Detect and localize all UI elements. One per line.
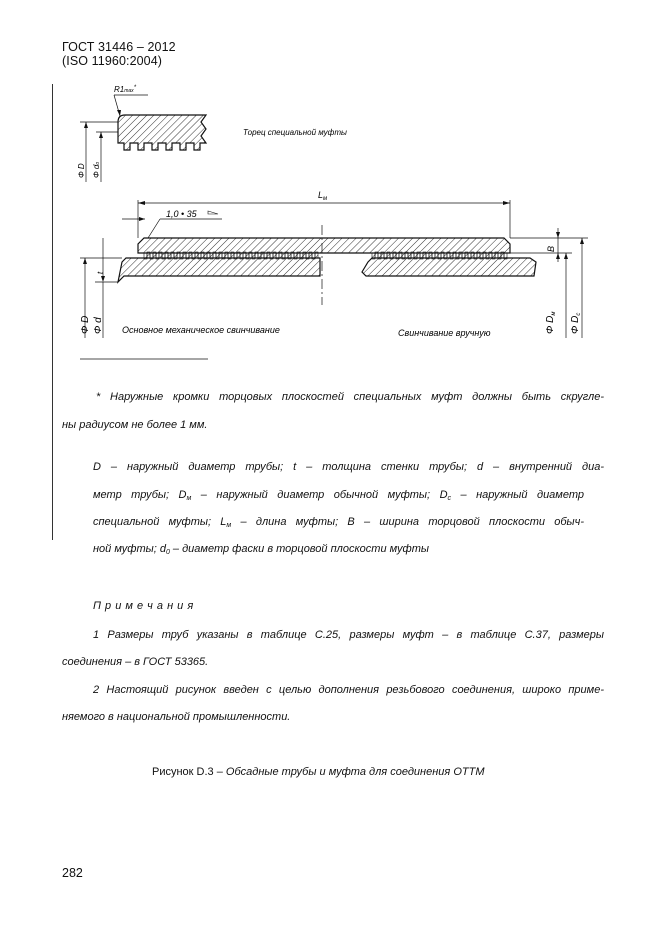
- footnote-line-2: ны радиусом не более 1 мм.: [62, 419, 208, 431]
- pipe-thread-tooth: [213, 252, 216, 258]
- pipe-thread-tooth: [411, 252, 414, 258]
- footnote-line-1: * Наружные кромки торцовых плоскостей специальных муфт должны быть скругле-: [96, 391, 604, 403]
- note-2-line-1: 2 Настоящий рисунок введен с целью дополнения резьбового соединения, широко приме-: [93, 684, 604, 696]
- pipe-thread-tooth: [447, 252, 450, 258]
- legend-line-1: D – наружный диаметр трубы; t – толщина стенки трубы; d – внутренний диа-: [93, 461, 604, 473]
- legend-line-4: ной муфты; $d_0$ – диаметр фаски в торцовой плоскости муфты: [93, 543, 429, 556]
- pipe-thread-tooth: [465, 252, 468, 258]
- pipe-thread-tooth: [249, 252, 252, 258]
- pipe-thread-tooth: [195, 252, 198, 258]
- pipe-thread-tooth: [303, 252, 306, 258]
- pipe-thread-tooth: [261, 252, 264, 258]
- pipe-thread-tooth: [393, 252, 396, 258]
- pipe-thread-tooth: [297, 252, 300, 258]
- pipe-thread-tooth: [201, 252, 204, 258]
- pipe-thread-tooth: [435, 252, 438, 258]
- pipe-thread-tooth: [459, 252, 462, 258]
- pipe-thread-tooth: [159, 252, 162, 258]
- note-2-line-2: няемого в национальной промышленности.: [62, 711, 291, 723]
- pipe-thread-tooth: [477, 252, 480, 258]
- pipe-thread-tooth: [471, 252, 474, 258]
- pipe-thread-tooth: [183, 252, 186, 258]
- note-1-line-2: соединения – в ГОСТ 53365.: [62, 656, 209, 668]
- pipe-thread-tooth: [417, 252, 420, 258]
- pipe-thread-tooth: [255, 252, 258, 258]
- standard-number: ГОСТ 31446 – 2012: [62, 40, 176, 54]
- pipe-thread-tooth: [237, 252, 240, 258]
- pipe-thread-tooth: [189, 252, 192, 258]
- phi-d0-label: Φ do: [92, 161, 101, 178]
- t-label: t: [96, 271, 105, 274]
- pipe-thread-tooth: [429, 252, 432, 258]
- pipe-thread-tooth: [165, 252, 168, 258]
- technical-drawing: [0, 0, 661, 370]
- pipe-thread-tooth: [441, 252, 444, 258]
- pipe-thread-tooth: [273, 252, 276, 258]
- end-face-caption: Торец специальной муфты: [243, 128, 347, 137]
- pipe-thread-tooth: [423, 252, 426, 258]
- pipe-thread-tooth: [381, 252, 384, 258]
- pipe-thread-tooth: [489, 252, 492, 258]
- pipe-thread-tooth: [501, 252, 504, 258]
- end-face-section: [118, 115, 206, 150]
- pipe-thread-tooth: [267, 252, 270, 258]
- note-1-line-1: 1 Размеры труб указаны в таблице С.25, размеры муфт – в таблице С.37, размеры: [93, 629, 604, 641]
- D-label: Φ D: [80, 315, 91, 334]
- pipe-left-section: [118, 258, 320, 282]
- pipe-thread-tooth: [495, 252, 498, 258]
- pipe-thread-tooth: [171, 252, 174, 258]
- pipe-thread-tooth: [219, 252, 222, 258]
- legend-line-2: метр трубы; $D_м$ – наружный диаметр обычной муфты; $D_c$ – наружный диаметр: [93, 489, 584, 502]
- pipe-thread-tooth: [399, 252, 402, 258]
- pipe-thread-tooth: [231, 252, 234, 258]
- figure-caption: Рисунок D.3 – Обсадные трубы и муфта для соединения ОТТМ: [152, 766, 485, 778]
- pipe-thread-tooth: [153, 252, 156, 258]
- coupling-section: [138, 238, 510, 253]
- manual-makeup-label: Свинчивание вручную: [398, 328, 491, 338]
- page-number: 282: [62, 866, 83, 880]
- radius-label: R1max*: [114, 85, 137, 94]
- notes-title: П р и м е ч а н и я: [93, 600, 194, 612]
- pipe-thread-tooth: [147, 252, 150, 258]
- pipe-thread-tooth: [279, 252, 282, 258]
- pipe-thread-tooth: [291, 252, 294, 258]
- pipe-thread-tooth: [375, 252, 378, 258]
- legend-line-3: специальной муфты; $L_м$ – длина муфты; B – ширина торцовой плоскости обыч-: [93, 516, 584, 529]
- pipe-thread-tooth: [387, 252, 390, 258]
- length-label: $L_м$: [318, 190, 328, 202]
- pipe-thread-tooth: [285, 252, 288, 258]
- end-face-detail: [77, 85, 347, 182]
- pipe-thread-tooth: [453, 252, 456, 258]
- pipe-thread-tooth: [315, 252, 318, 258]
- pipe-thread-tooth: [309, 252, 312, 258]
- pipe-thread-tooth: [207, 252, 210, 258]
- pipe-thread-tooth: [225, 252, 228, 258]
- pipe-thread-tooth: [243, 252, 246, 258]
- mechanical-makeup-label: Основное механическое свинчивание: [122, 325, 280, 335]
- phi-D-label: Φ D: [77, 163, 86, 178]
- pipe-thread-tooth: [177, 252, 180, 258]
- taper-label: 1,0 • 35: [166, 209, 197, 219]
- pipe-right-section: [362, 258, 536, 276]
- iso-reference: (ISO 11960:2004): [62, 54, 163, 68]
- coupling-assembly: [80, 190, 588, 338]
- Dc-label: Φ $D_c$: [570, 312, 582, 334]
- d-label: Φ d: [93, 317, 104, 334]
- B-label: B: [546, 245, 556, 252]
- Dm-label: Φ $D_м$: [545, 311, 557, 334]
- pipe-thread-tooth: [483, 252, 486, 258]
- pipe-thread-tooth: [405, 252, 408, 258]
